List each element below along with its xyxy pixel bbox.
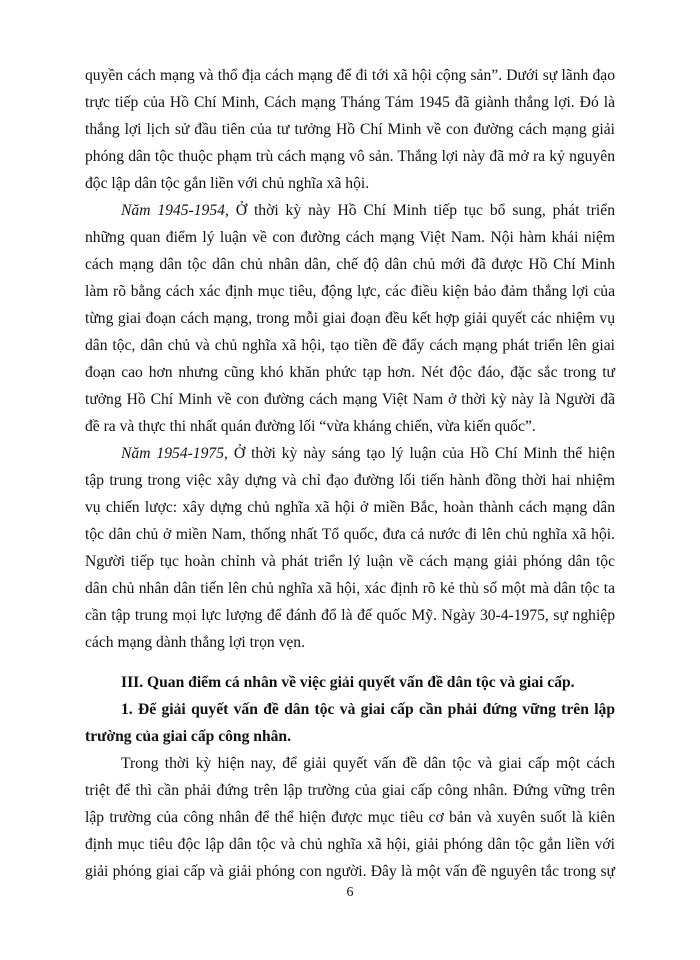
text-line: dân tộc, dân chủ và chủ nghĩa xã hội, tạo tiền đề đẩy cách mạng phát triển lên giai [85, 337, 615, 354]
text-line: giải phóng giai cấp và giải phóng con người. Đây là một vấn đề nguyên tắc trong sự [85, 863, 615, 880]
text-line: thắng lợi lịch sử đầu tiên của tư tưởng Hồ Chí Minh về con đường cách mạng giải [85, 121, 615, 138]
text-line: quyền cách mạng và thổ địa cách mạng để đi tới xã hội cộng sản”. Dưới sự lãnh đạo [85, 67, 615, 84]
text-span: , Ở thời kỳ này Hồ Chí Minh tiếp tục bổ sung, phát triển [224, 202, 615, 219]
text-line: những quan điểm lý luận về con đường cách mạng Việt Nam. Nội hàm khái niệm [85, 229, 615, 246]
text-line: tộc dân chủ ở miền Nam, thống nhất Tổ quốc, đưa cả nước đi lên chủ nghĩa xã hội. [85, 526, 615, 543]
text-line [121, 201, 615, 221]
text-line: triệt để thì cần phải đứng trên lập trường của giai cấp công nhân. Đứng vững trên [85, 782, 615, 799]
text-line: lập trường của công nhân để thể hiện được mục tiêu cơ bản và xuyên suốt là kiên [85, 809, 615, 826]
text-line: dân chủ nhân dân tiến lên chủ nghĩa xã hội, xác định rõ kẻ thù số một mà dân tộc ta [85, 580, 615, 597]
text-line [121, 444, 615, 464]
text-line: cần tập trung mọi lực lượng để đánh đổ là đế quốc Mỹ. Ngày 30-4-1975, sự nghiệp [85, 607, 615, 624]
text-line: từng giai đoạn cách mạng, trong mỗi giai đoạn đều kết hợp giải quyết các nhiệm vụ [85, 310, 615, 327]
text-line: vụ chiến lược: xây dựng chủ nghĩa xã hội ở miền Bắc, hoàn thành cách mạng dân [85, 499, 615, 516]
period-label: Năm 1945-1954 [121, 202, 225, 219]
text-line: cách mạng dân tộc dân chủ nhân dân, chế độ dân chủ mới đã được Hồ Chí Minh [85, 256, 615, 273]
text-line: đề ra và thực thi nhất quán đường lối “vừa kháng chiến, vừa kiến quốc”. [85, 418, 536, 435]
text-line: Người tiếp tục hoàn chỉnh và phát triển lý luận về cách mạng giải phóng dân tộc [85, 553, 615, 570]
text-line: trực tiếp của Hồ Chí Minh, Cách mạng Tháng Tám 1945 đã giành thắng lợi. Đó là [85, 94, 615, 111]
period-label: Năm 1954-1975 [121, 445, 224, 462]
page-number: 6 [346, 885, 354, 900]
text-line: Trong thời kỳ hiện nay, để giải quyết vấn đề dân tộc và giai cấp một cách [121, 755, 615, 772]
text-line: cách mạng dành thắng lợi trọn vẹn. [85, 634, 305, 651]
text-line: 1. Để giải quyết vấn đề dân tộc và giai cấp cần phải đứng vững trên lập [121, 701, 615, 718]
text-line: độc lập dân tộc gắn liền với chủ nghĩa xã hội. [85, 175, 370, 192]
text-line: tưởng Hồ Chí Minh về con đường cách mạng Việt Nam ở thời kỳ này là Người đã [85, 391, 615, 408]
section-heading: III. Quan điểm cá nhân về việc giải quyết vấn đề dân tộc và giai cấp. [121, 674, 575, 691]
text-span: , Ở thời kỳ này sáng tạo lý luận của Hồ Chí Minh thể hiện [224, 445, 615, 462]
text-line: phóng dân tộc thuộc phạm trù cách mạng vô sản. Thắng lợi này đã mở ra kỷ nguyên [85, 148, 615, 165]
text-line: tập trung trong việc xây dựng và chỉ đạo đường lối tiến hành đồng thời hai nhiệm [85, 472, 615, 489]
text-line: định mục tiêu độc lập dân tộc và chủ nghĩa xã hội, giải phóng dân tộc gắn liền với [85, 836, 615, 853]
text-line: đoạn cao hơn nhưng cũng khó khăn phức tạp hơn. Nét độc đáo, đặc sắc trong tư [85, 364, 615, 381]
text-line: trường của giai cấp công nhân. [85, 728, 292, 745]
text-line: làm rõ bằng cách xác định mục tiêu, động lực, các điều kiện bảo đảm thắng lợi của [85, 283, 615, 300]
